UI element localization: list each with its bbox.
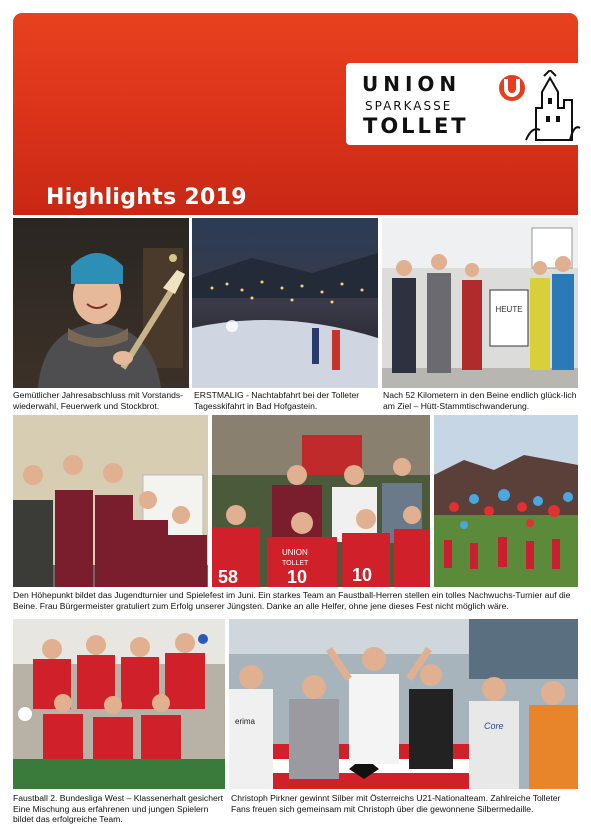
- photo-silbermedaille: [229, 619, 578, 789]
- shirt-text-erima: erima: [235, 717, 256, 726]
- logo-text-tollet: TOLLET: [363, 114, 469, 138]
- caption-faustball-bundesliga: Faustball 2. Bundesliga West – Klassenerhalt gesichert Eine Mischung aus erfahrenen und jungen Spielern bildet das erfolgreiche Team.: [13, 793, 224, 825]
- shirt-number-2: 10: [287, 567, 308, 587]
- caption-jugendturnier: Den Höhepunkt bildet das Jugendturnier und Spielefest im Juni. Ein starkes Team an Faustball-Herren stellen ein tolles Nachwuchs-Turnier auf die Beine. Frau Bürgermeister gratuliert zum Erfolg unserer Jüngsten. Danke an alle Helfer, ohne jene dieses Fest nicht möglich wäre.: [13, 590, 571, 611]
- photo-jahresabschluss: [13, 218, 189, 388]
- page-title: Highlights 2019: [46, 185, 247, 210]
- logo-text-sparkasse: SPARKASSE: [365, 99, 453, 113]
- caption-jahresabschluss: Gemütlicher Jahresabschluss mit Vorstands-wiederwahl, Feuerwerk und Stockbrot.: [13, 390, 184, 411]
- photo-wanderung: [382, 218, 578, 388]
- logo-text-union: UNION: [362, 72, 462, 96]
- union-sparkasse-tollet-logo: [346, 63, 588, 145]
- photo-spielefest-ballone: [434, 415, 578, 587]
- shirt-number-3: 10: [352, 565, 373, 585]
- photo-faustball-herren: [13, 415, 208, 587]
- header-banner: [13, 13, 578, 215]
- shirt-text-union: UNION: [282, 548, 308, 557]
- caption-nachtabfahrt: ERSTMALIG - Nachtabfahrt bei der Tolleter Tagesskifahrt in Bad Hofgastein.: [194, 390, 360, 411]
- caption-wanderung: Nach 52 Kilometern in den Beine endlich glück-lich am Ziel – Hütt-Stammtischwanderung.: [383, 390, 577, 411]
- caption-silbermedaille: Christoph Pirkner gewinnt Silber mit Österreichs U21-Nationalteam. Zahlreiche Tolleter Fans freuen sich gemeinsam mit Christoph über die gewonnene Silbermedaille.: [231, 793, 561, 814]
- photo-faustball-bundesliga: [13, 619, 225, 789]
- castle-logo-icon: [496, 70, 582, 142]
- wanderung-sign-text: HEUTE: [495, 305, 523, 314]
- shirt-text-core: Core: [484, 721, 504, 731]
- shirt-number-1: 58: [218, 567, 239, 587]
- shirt-text-tollet: TOLLET: [282, 560, 309, 567]
- photo-nachtabfahrt: [192, 218, 378, 388]
- photo-jugendturnier: [212, 415, 430, 587]
